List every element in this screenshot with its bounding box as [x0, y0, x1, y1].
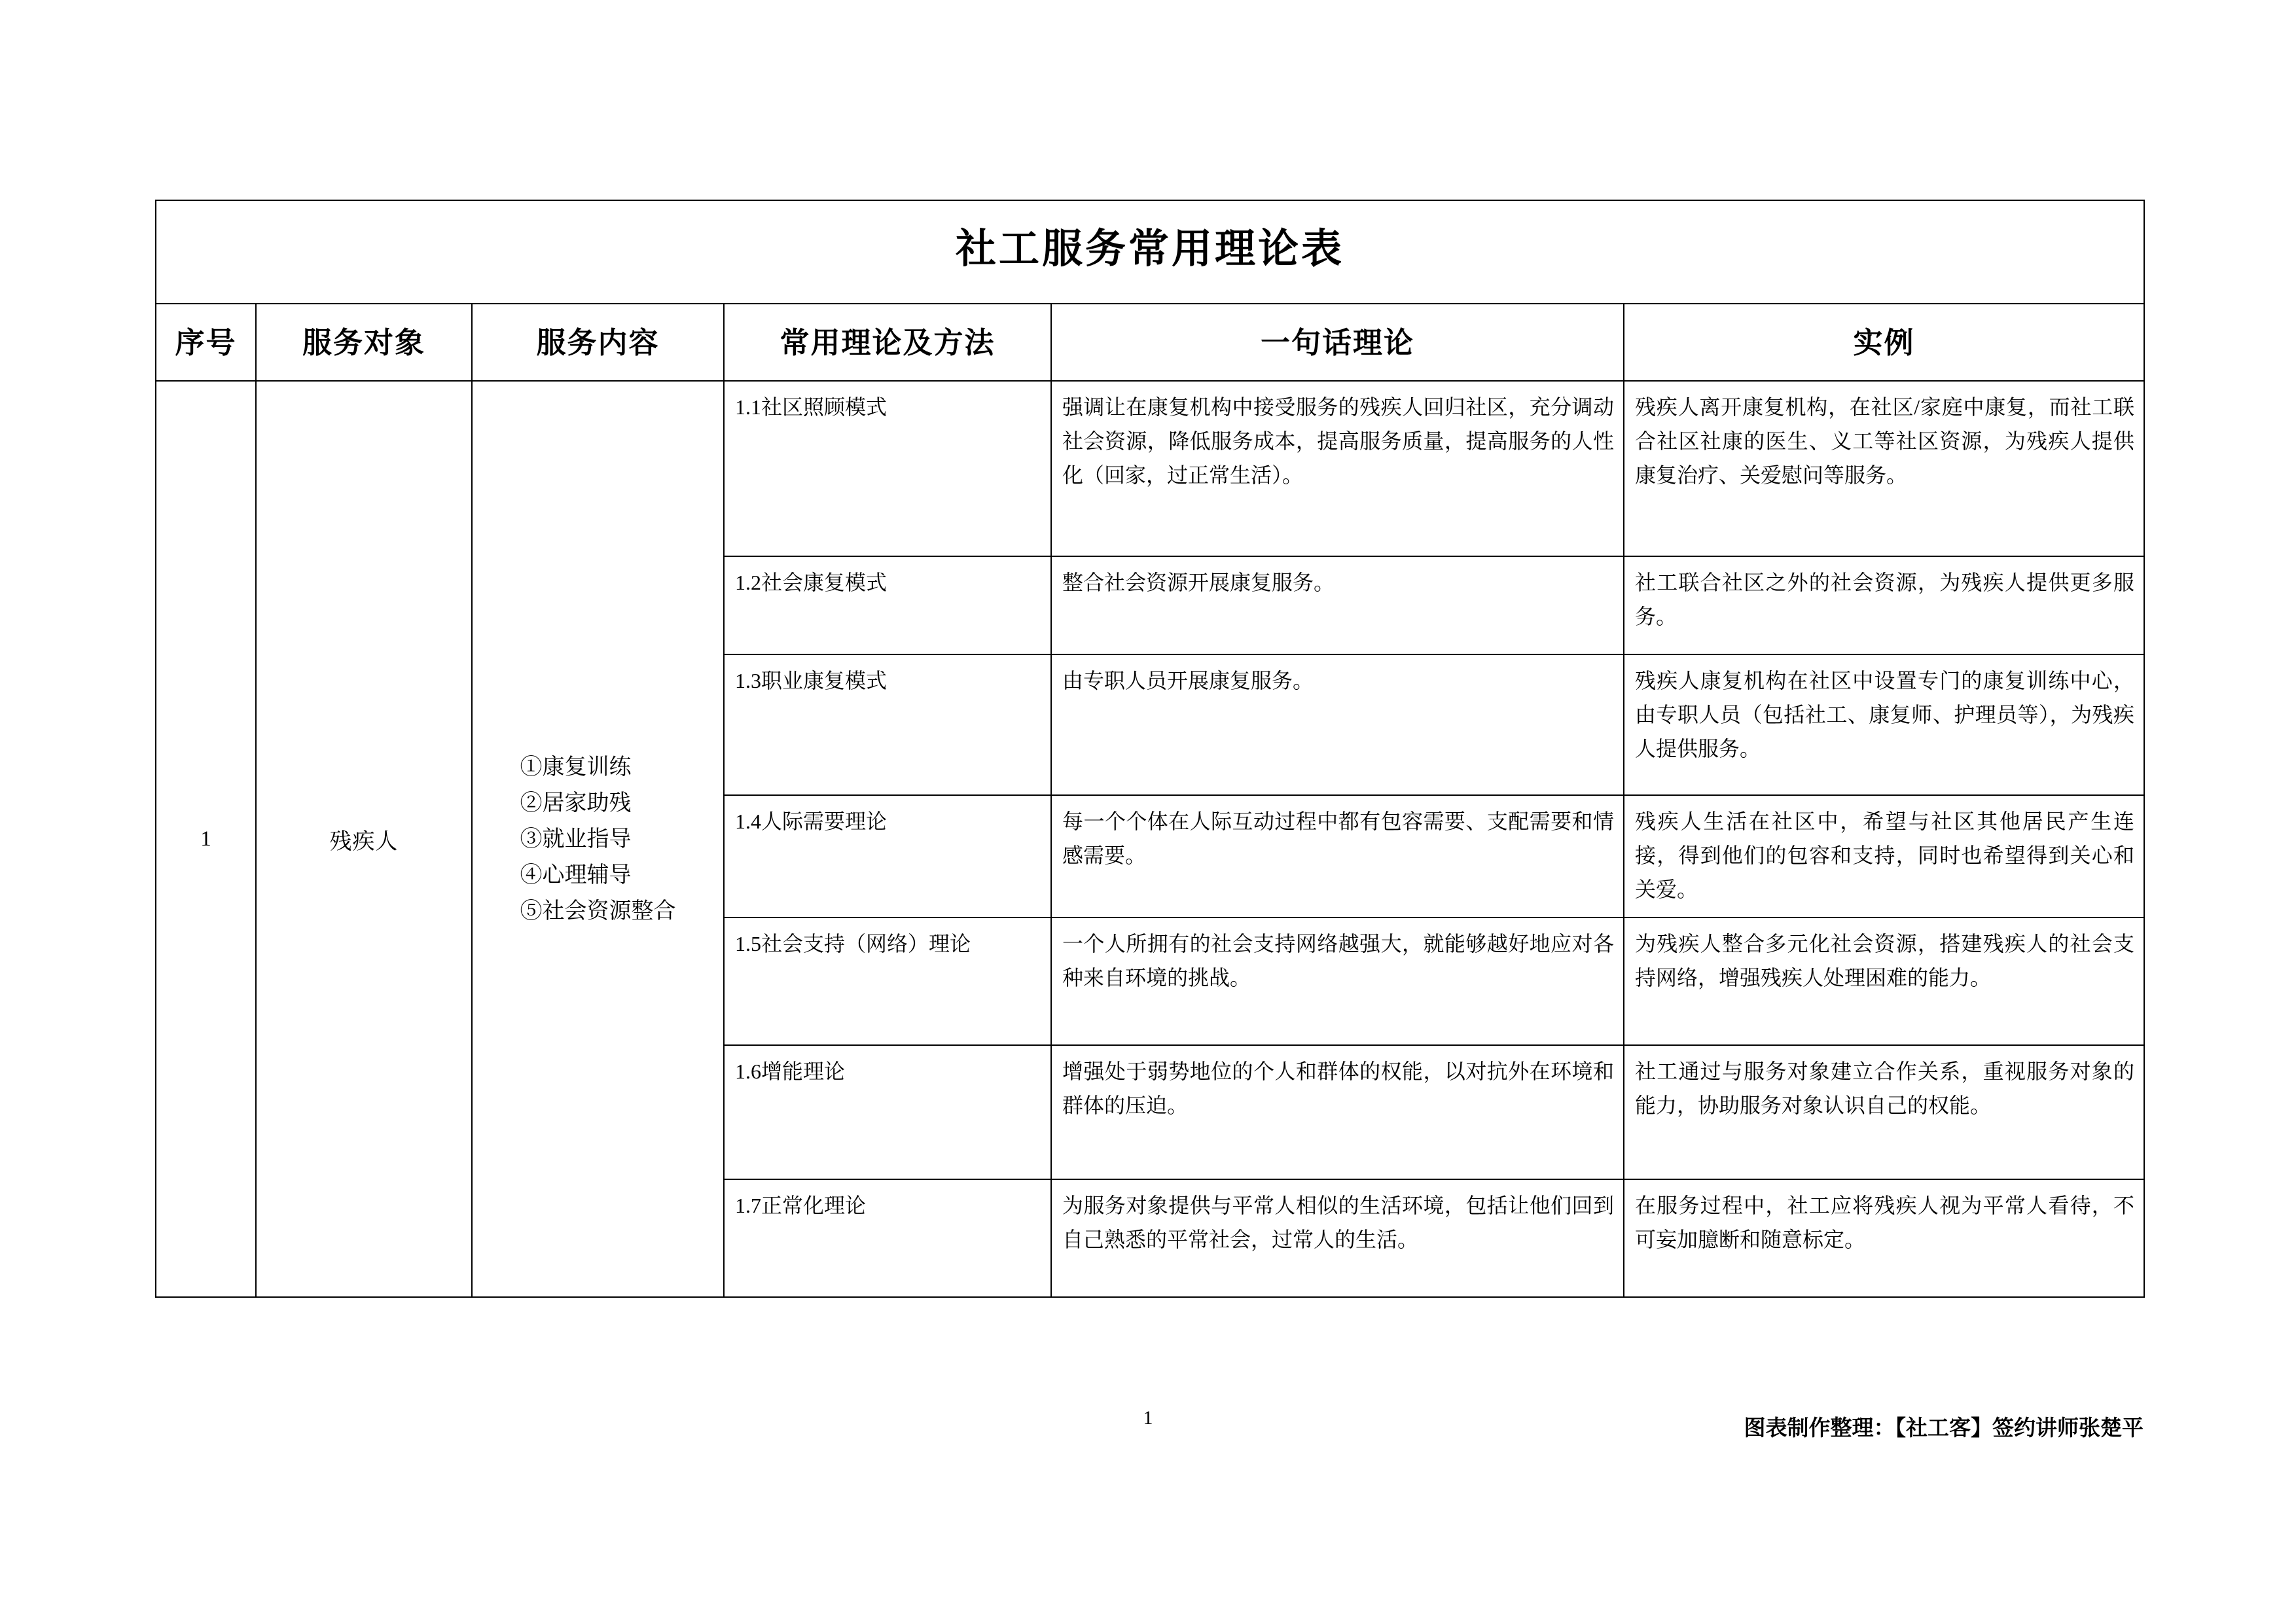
list-item: ④心理辅导 [520, 863, 632, 887]
column-header-service-content: 服务内容 [472, 304, 724, 381]
cell-oneline-1-5: 一个人所拥有的社会支持网络越强大，就能够越好地应对各种来自环境的挑战。 [1051, 918, 1624, 1045]
cell-theory-1-5: 1.5社会支持（网络）理论 [724, 918, 1051, 1045]
cell-seq-1: 1 [156, 381, 256, 1297]
cell-theory-1-3: 1.3职业康复模式 [724, 654, 1051, 795]
column-header-service-target: 服务对象 [256, 304, 472, 381]
table-title-cell [156, 200, 2144, 304]
cell-example-1-3: 残疾人康复机构在社区中设置专门的康复训练中心，由专职人员（包括社工、康复师、护理员等），为残疾人提供服务。 [1624, 654, 2144, 795]
cell-example-1-5: 为残疾人整合多元化社会资源，搭建残疾人的社会支持网络，增强残疾人处理困难的能力。 [1624, 918, 2144, 1045]
list-item: ⑤社会资源整合 [520, 899, 676, 923]
table-header-row [156, 304, 2144, 381]
page-title: 社工服务常用理论表 [956, 226, 1345, 272]
cell-oneline-1-3: 由专职人员开展康复服务。 [1051, 654, 1624, 795]
list-item: ②居家助残 [520, 791, 632, 815]
social-work-theory-table [155, 200, 2145, 1298]
cell-service-target-1: 残疾人 [256, 381, 472, 1297]
cell-example-1-4: 残疾人生活在社区中，希望与社区其他居民产生连接，得到他们的包容和支持，同时也希望得到关心和关爱。 [1624, 795, 2144, 918]
cell-oneline-1-4: 每一个个体在人际互动过程中都有包容需要、支配需要和情感需要。 [1051, 795, 1624, 918]
cell-theory-1-4: 1.4人际需要理论 [724, 795, 1051, 918]
column-header-theory-method: 常用理论及方法 [724, 304, 1051, 381]
table-title-row [156, 200, 2144, 304]
table-row [156, 381, 2144, 556]
cell-example-1-6: 社工通过与服务对象建立合作关系，重视服务对象的能力，协助服务对象认识自己的权能。 [1624, 1045, 2144, 1179]
cell-oneline-1-1: 强调让在康复机构中接受服务的残疾人回归社区，充分调动社会资源，降低服务成本，提高服务质量，提高服务的人性化（回家，过正常生活）。 [1051, 381, 1624, 556]
cell-theory-1-7: 1.7正常化理论 [724, 1179, 1051, 1297]
cell-theory-1-2: 1.2社会康复模式 [724, 556, 1051, 654]
cell-example-1-1: 残疾人离开康复机构，在社区/家庭中康复，而社工联合社区社康的医生、义工等社区资源，为残疾人提供康复治疗、关爱慰问等服务。 [1624, 381, 2144, 556]
page-number: 1 [1143, 1407, 1153, 1429]
cell-oneline-1-6: 增强处于弱势地位的个人和群体的权能，以对抗外在环境和群体的压迫。 [1051, 1045, 1624, 1179]
cell-service-content-1 [472, 381, 724, 1297]
list-item: ③就业指导 [520, 827, 632, 851]
credit-line: 图表制作整理：【社工客】签约讲师张楚平 [1744, 1416, 2144, 1440]
cell-oneline-1-7: 为服务对象提供与平常人相似的生活环境，包括让他们回到自己熟悉的平常社会，过常人的生活。 [1051, 1179, 1624, 1297]
cell-theory-1-6: 1.6增能理论 [724, 1045, 1051, 1179]
column-header-seq: 序号 [156, 304, 256, 381]
cell-example-1-7: 在服务过程中，社工应将残疾人视为平常人看待，不可妄加臆断和随意标定。 [1624, 1179, 2144, 1297]
cell-theory-1-1: 1.1社区照顾模式 [724, 381, 1051, 556]
service-content-list [520, 749, 676, 929]
cell-oneline-1-2: 整合社会资源开展康复服务。 [1051, 556, 1624, 654]
column-header-one-sentence-theory: 一句话理论 [1051, 304, 1624, 381]
column-header-example: 实例 [1624, 304, 2144, 381]
list-item: ①康复训练 [520, 755, 632, 779]
cell-example-1-2: 社工联合社区之外的社会资源，为残疾人提供更多服务。 [1624, 556, 2144, 654]
